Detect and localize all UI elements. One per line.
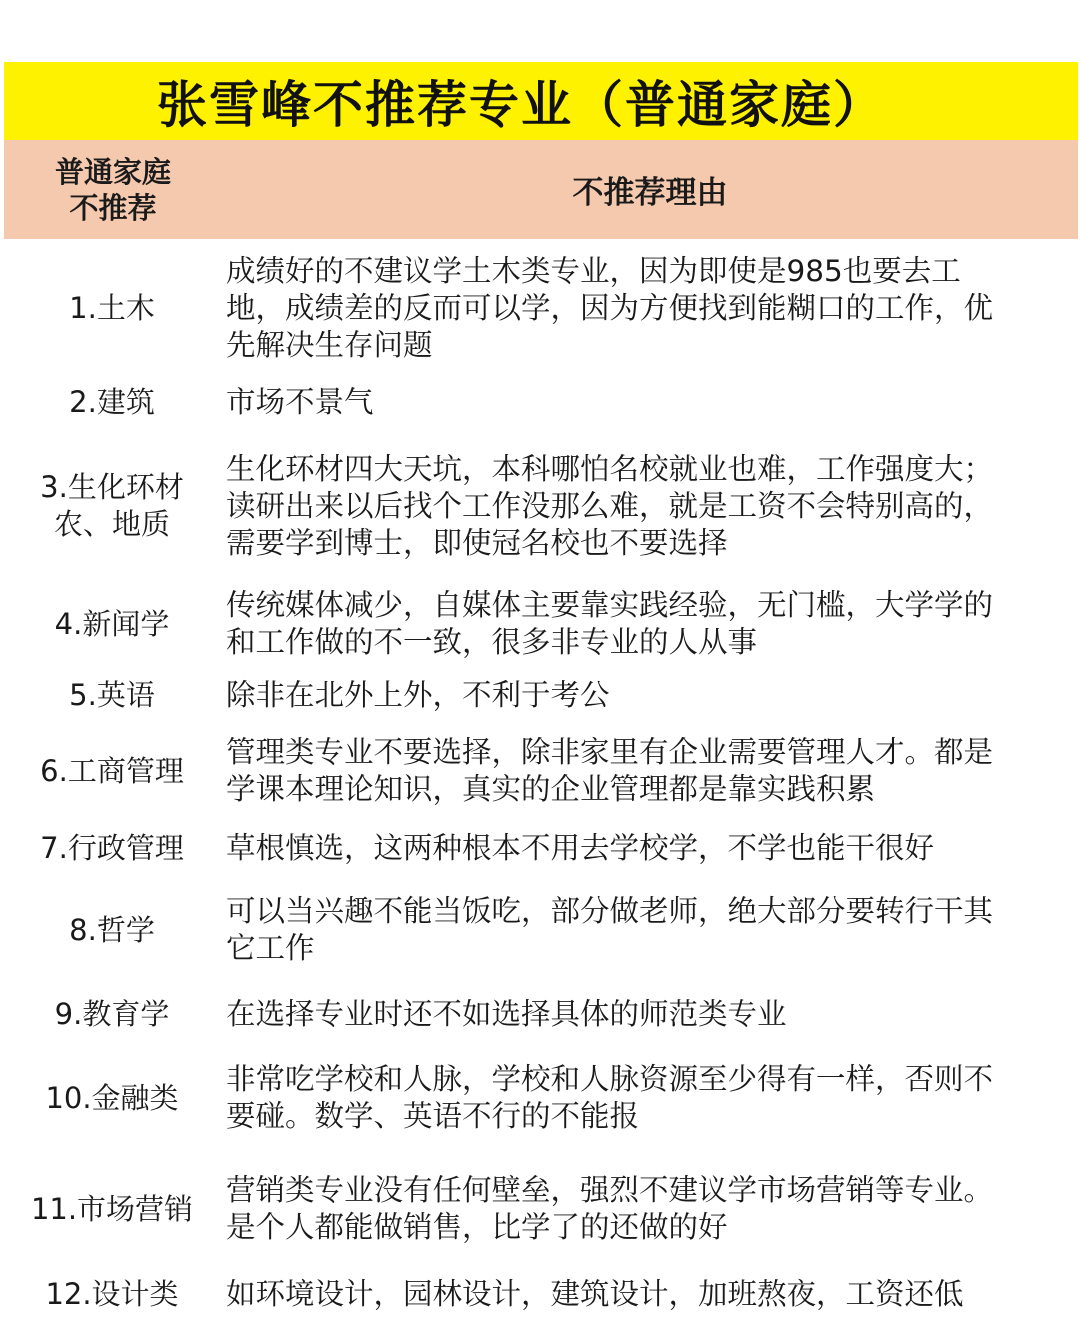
reason-text [226, 445, 1070, 567]
major-name-line: 3.生化环材 [40, 470, 184, 504]
top-margin [0, 0, 1080, 62]
reason-text [226, 675, 1070, 715]
reason-line: 市场不景气 [226, 384, 374, 419]
reason-line: 营销类专业没有任何壁垒，强烈不建议学市场营销等专业。 [226, 1173, 994, 1207]
table-header [4, 140, 1078, 239]
table-row [0, 675, 1080, 715]
major-name [0, 249, 224, 367]
reason-text [226, 1057, 1070, 1139]
reason-line: 生化环材四大天坑，本科哪怕名校就业也难，工作强度大； [226, 451, 994, 486]
major-name-line: 12.设计类 [45, 1276, 179, 1311]
major-name-line: 1.土木 [69, 290, 155, 325]
major-name [0, 1057, 224, 1139]
reason-line: 需要学到博士，即使冠名校也不要选择 [226, 525, 728, 560]
table-row [0, 1168, 1080, 1250]
table-row [0, 829, 1080, 867]
reason-line: 非常吃学校和人脉，学校和人脉资源至少得有一样，否则不 [226, 1062, 994, 1096]
major-name-line: 4.新闻学 [54, 606, 170, 641]
major-name-line: 5.英语 [69, 677, 155, 712]
reason-line: 和工作做的不一致，很多非专业的人从事 [226, 625, 758, 659]
header-major-line2: 不推荐 [69, 190, 157, 225]
reason-text [226, 1168, 1070, 1250]
table-row [0, 995, 1080, 1033]
reason-text [226, 889, 1070, 971]
major-name-line: 7.行政管理 [40, 830, 184, 865]
table-row [0, 374, 1080, 430]
reason-text [226, 249, 1070, 367]
major-name [0, 1168, 224, 1250]
title-bar [4, 62, 1078, 140]
reason-line: 地，成绩差的反而可以学，因为方便找到能糊口的工作，优 [226, 290, 994, 325]
table-row [0, 889, 1080, 971]
reason-line: 读研出来以后找个工作没那么难，就是工资不会特别高的， [226, 488, 994, 523]
reason-line: 如环境设计，园林设计，建筑设计，加班熬夜，工资还低 [226, 1276, 964, 1311]
reason-line: 管理类专业不要选择，除非家里有企业需要管理人才。都是 [226, 735, 994, 769]
major-name [0, 995, 224, 1033]
reason-text [226, 374, 1070, 430]
header-major-column [4, 140, 222, 239]
table-row [0, 1057, 1080, 1139]
major-name [0, 445, 224, 567]
major-name [0, 889, 224, 971]
major-name [0, 374, 224, 430]
major-name-line: 8.哲学 [69, 912, 155, 947]
reason-line: 传统媒体减少，自媒体主要靠实践经验，无门槛，大学学的 [226, 588, 994, 622]
header-major-line1: 普通家庭 [54, 154, 171, 189]
major-name-line: 6.工商管理 [40, 753, 184, 788]
major-name [0, 730, 224, 812]
major-name-line: 农、地质 [53, 507, 170, 541]
reason-line: 是个人都能做销售，比学了的还做的好 [226, 1210, 728, 1244]
reason-line: 成绩好的不建议学土木类专业，因为即使是985也要去工 [226, 253, 961, 288]
reason-line: 它工作 [226, 931, 315, 965]
major-name-line: 9.教育学 [54, 996, 170, 1031]
reason-line: 除非在北外上外，不利于考公 [226, 677, 610, 712]
reason-line: 学课本理论知识，真实的企业管理都是靠实践积累 [226, 772, 876, 806]
major-name [0, 675, 224, 715]
major-name-line: 2.建筑 [69, 384, 155, 419]
reason-line: 可以当兴趣不能当饭吃，部分做老师，绝大部分要转行干其 [226, 894, 994, 928]
reason-line: 要碰。数学、英语不行的不能报 [226, 1099, 640, 1133]
reason-text [226, 1274, 1070, 1314]
major-name [0, 1274, 224, 1314]
major-name [0, 829, 224, 867]
table-row [0, 1274, 1080, 1314]
major-name-line: 11.市场营销 [30, 1191, 194, 1226]
major-name-line: 10.金融类 [45, 1080, 179, 1115]
table-row [0, 581, 1080, 667]
reason-line: 先解决生存问题 [226, 327, 433, 362]
reason-line: 草根慎选，这两种根本不用去学校学，不学也能干很好 [226, 830, 935, 865]
reason-text [226, 995, 1070, 1033]
header-reason-column: 不推荐理由 [572, 175, 728, 211]
reason-line: 在选择专业时还不如选择具体的师范类专业 [226, 996, 787, 1031]
reason-text [226, 581, 1070, 667]
major-name [0, 581, 224, 667]
table-row [0, 445, 1080, 567]
table-row [0, 249, 1080, 367]
reason-text [226, 730, 1070, 812]
table-row [0, 730, 1080, 812]
reason-text [226, 829, 1070, 867]
page-title: 张雪峰不推荐专业（普通家庭） [157, 76, 885, 134]
